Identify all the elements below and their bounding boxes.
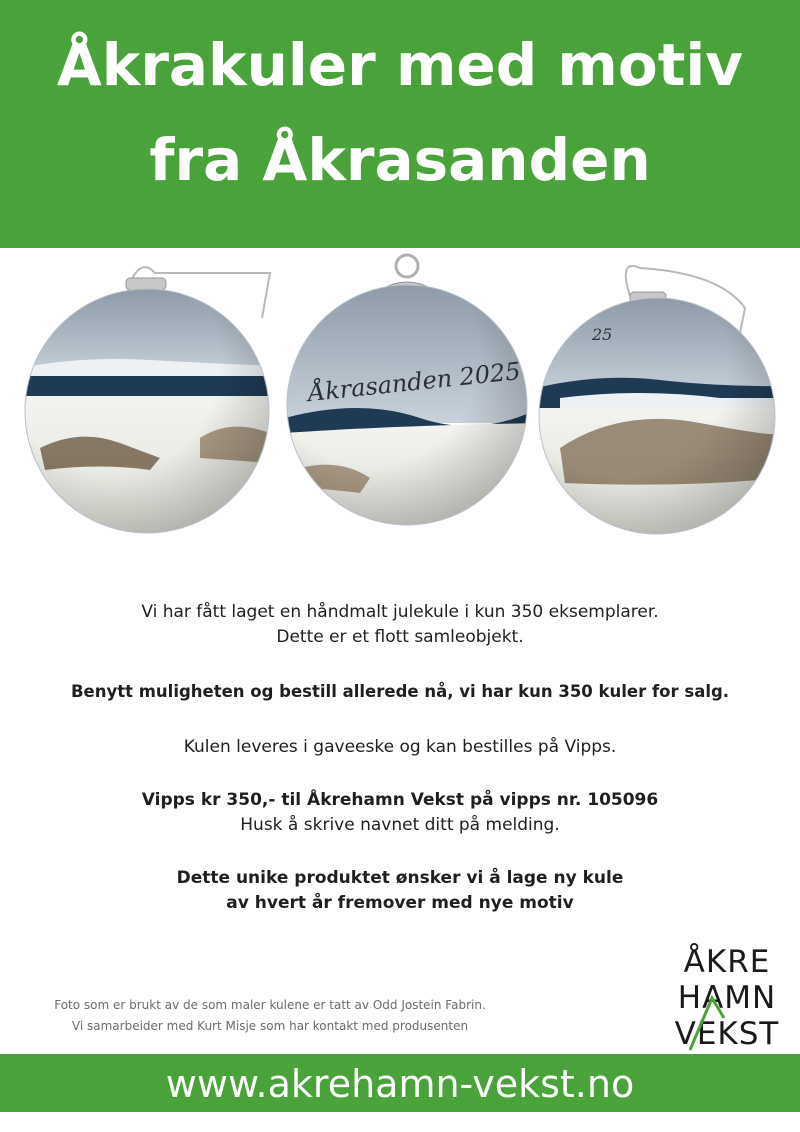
ornament-left [20,267,280,546]
hanging-loop [396,255,418,277]
ornament-photos [0,248,800,548]
vipps-info: Vipps kr 350,- til Åkrehamn Vekst på vipps nr. 105096 [141,790,659,810]
body-line-3: Kulen leveres i gaveeske og kan bestilles på Vipps. [183,737,617,757]
ornament-center [280,255,540,538]
body-line-2: Dette er et flott samleobjekt. [276,627,524,647]
akrehamn-vekst-logo [672,938,782,1053]
body-emphasis-1: Benytt muligheten og bestill allerede nå, vi har kun 350 kuler for salg. [70,682,730,701]
page-title-line-2: fra Åkrasanden [149,126,651,194]
logo-line-3: VEKST [674,1016,780,1052]
body-line-1: Vi har fått laget en håndmalt julekule i kun 350 eksemplarer. [141,602,659,622]
logo-line-2-b: MN [724,980,777,1016]
body-line-4: Husk å skrive navnet ditt på melding. [240,815,560,835]
logo-line-2-a: HA [677,980,725,1016]
ornament-inscription-partial: 25 [592,325,613,344]
partner-line: Vi samarbeider med Kurt Misje som har kontakt med produsenten [71,1019,469,1033]
logo-line-1: ÅKRE [683,944,771,980]
header-banner [0,0,800,248]
ornament-cap [126,278,166,290]
logo-green-stroke [672,938,782,1053]
footer-banner [0,1054,800,1112]
ornament-right [535,266,790,548]
website-url[interactable]: www.akrehamn-vekst.no [165,1062,635,1106]
photo-credit-line: Foto som er brukt av de som maler kulene er tatt av Odd Jostein Fabrin. [54,998,486,1012]
body-emphasis-2-line-1: Dette unike produktet ønsker vi å lage ny kule [176,868,624,888]
ornament-inscription: Åkrasanden 2025 [306,356,522,408]
body-emphasis-2-line-2: av hvert år fremover med nye motiv [226,893,574,913]
page-title-line-1: Åkrakuler med motiv [56,31,744,99]
